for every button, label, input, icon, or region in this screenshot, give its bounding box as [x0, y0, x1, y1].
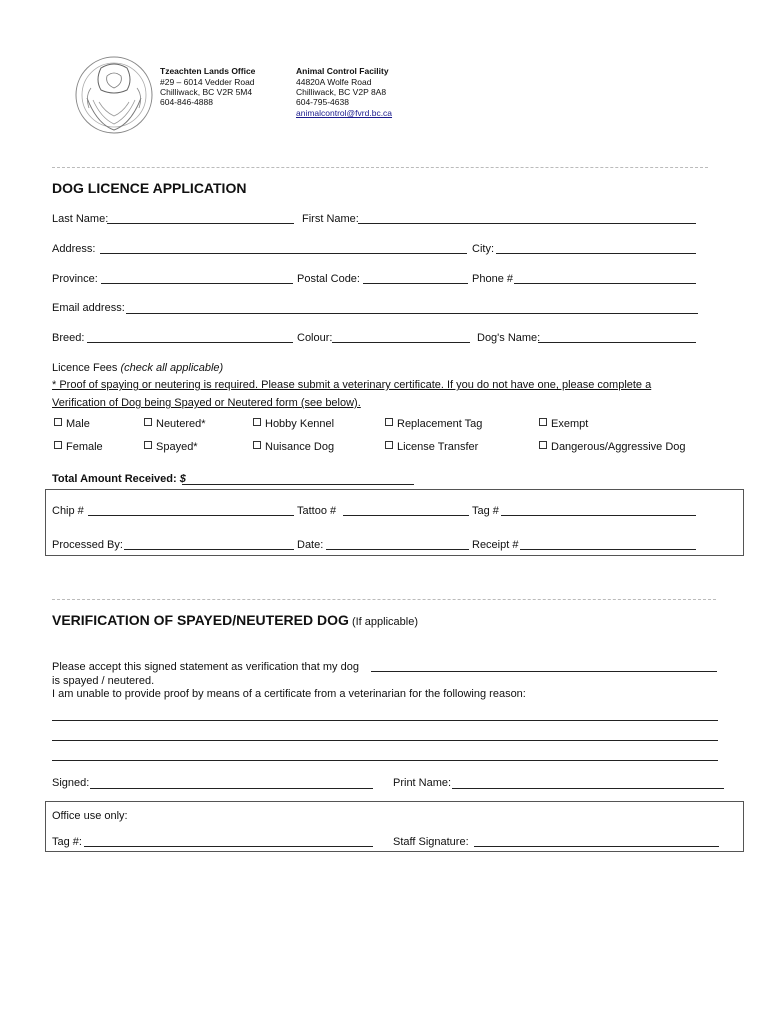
- option-spayed[interactable]: [144, 441, 198, 453]
- tag-field[interactable]: [501, 515, 696, 516]
- colour-field[interactable]: [332, 342, 470, 343]
- option-female[interactable]: [54, 441, 103, 453]
- staff-signature-field[interactable]: [474, 846, 719, 847]
- option-replacement-tag[interactable]: [385, 418, 482, 430]
- option-male-label: Male: [66, 418, 90, 430]
- first-name-field[interactable]: [358, 223, 696, 224]
- office1-name: Tzeachten Lands Office: [160, 66, 256, 76]
- date-field[interactable]: [326, 549, 469, 550]
- phone-field[interactable]: [514, 283, 696, 284]
- section-divider: [52, 599, 716, 600]
- proof-note-line2: Verification of Dog being Spayed or Neutered form (see below).: [52, 397, 361, 409]
- address-field[interactable]: [100, 253, 467, 254]
- phone-label: Phone #: [472, 273, 513, 285]
- office2-address-line1: 44820A Wolfe Road: [296, 77, 372, 87]
- option-exempt-label: Exempt: [551, 418, 589, 430]
- breed-label: Breed:: [52, 332, 85, 344]
- checkbox-icon[interactable]: [385, 441, 393, 449]
- address-label: Address:: [52, 243, 96, 255]
- option-neutered-label: Neutered*: [156, 418, 206, 430]
- currency-symbol: $: [179, 473, 186, 485]
- option-hobby-kennel[interactable]: [253, 418, 334, 430]
- province-field[interactable]: [101, 283, 293, 284]
- city-field[interactable]: [496, 253, 696, 254]
- verification-title-note: (If applicable): [351, 616, 418, 628]
- chip-label: Chip #: [52, 505, 84, 517]
- colour-label: Colour:: [297, 332, 333, 344]
- option-license-transfer-label: License Transfer: [397, 441, 479, 453]
- postal-code-field[interactable]: [363, 283, 468, 284]
- option-license-transfer[interactable]: [385, 441, 478, 453]
- reason-line-1[interactable]: [52, 720, 718, 721]
- total-amount-field[interactable]: [182, 484, 414, 485]
- verification-statement-line3: I am unable to provide proof by means of a certificate from a veterinarian for the following reason:: [52, 688, 526, 700]
- checkbox-icon[interactable]: [54, 418, 62, 426]
- tattoo-field[interactable]: [343, 515, 469, 516]
- tzeachten-logo: [73, 54, 155, 136]
- office-use-label: Office use only:: [52, 810, 128, 822]
- breed-field[interactable]: [87, 342, 293, 343]
- licence-fees-heading: [52, 362, 223, 374]
- tag-label: Tag #: [472, 505, 499, 517]
- date-label: Date:: [297, 539, 324, 551]
- email-label: Email address:: [52, 302, 125, 314]
- office1-address-line2: Chilliwack, BC V2R 5M4: [160, 87, 253, 97]
- dogs-name-field[interactable]: [538, 342, 696, 343]
- checkbox-icon[interactable]: [539, 441, 547, 449]
- email-field[interactable]: [126, 313, 698, 314]
- processed-by-label: Processed By:: [52, 539, 123, 551]
- total-amount-text: Total Amount Received:: [52, 473, 177, 485]
- option-male[interactable]: [54, 418, 90, 430]
- print-name-field[interactable]: [452, 788, 724, 789]
- dogs-name-label: Dog's Name:: [477, 332, 541, 344]
- staff-signature-label: Staff Signature:: [393, 836, 469, 848]
- office2-name: Animal Control Facility: [296, 66, 389, 76]
- option-dangerous-dog[interactable]: [539, 441, 686, 453]
- last-name-field[interactable]: [107, 223, 294, 224]
- office2-address-line2: Chilliwack, BC V2P 8A8: [296, 87, 387, 97]
- print-name-label: Print Name:: [393, 777, 452, 789]
- checkbox-icon[interactable]: [253, 418, 261, 426]
- receipt-field[interactable]: [520, 549, 696, 550]
- chip-field[interactable]: [88, 515, 294, 516]
- option-neutered[interactable]: [144, 418, 206, 430]
- option-dangerous-dog-label: Dangerous/Aggressive Dog: [551, 441, 686, 453]
- option-female-label: Female: [66, 441, 103, 453]
- licence-fees-note: (check all applicable): [120, 362, 224, 374]
- office-processing-box: [45, 489, 744, 556]
- checkbox-icon[interactable]: [539, 418, 547, 426]
- last-name-label: Last Name:: [52, 213, 109, 225]
- postal-code-label: Postal Code:: [297, 273, 360, 285]
- first-name-label: First Name:: [302, 213, 359, 225]
- city-label: City:: [472, 243, 494, 255]
- office-tag-label: Tag #:: [52, 836, 82, 848]
- option-hobby-kennel-label: Hobby Kennel: [265, 418, 335, 430]
- receipt-label: Receipt #: [472, 539, 519, 551]
- province-label: Province:: [52, 273, 98, 285]
- checkbox-icon[interactable]: [144, 441, 152, 449]
- total-amount-label: [52, 473, 186, 485]
- office2-email-link[interactable]: animalcontrol@fvrd.bc.ca: [296, 108, 393, 118]
- licence-fees-label: Licence Fees: [52, 362, 118, 374]
- office-tag-field[interactable]: [84, 846, 373, 847]
- proof-note-line1: * Proof of spaying or neutering is required. Please submit a veterinary certificate. If you do not have one, please complete a: [52, 379, 652, 391]
- option-replacement-tag-label: Replacement Tag: [397, 418, 483, 430]
- checkbox-icon[interactable]: [144, 418, 152, 426]
- option-nuisance-dog[interactable]: [253, 441, 334, 453]
- office2-phone: 604-795-4638: [296, 97, 349, 107]
- option-nuisance-dog-label: Nuisance Dog: [265, 441, 335, 453]
- form-title: DOG LICENCE APPLICATION: [52, 180, 247, 196]
- header-divider: [52, 167, 708, 168]
- signed-label: Signed:: [52, 777, 90, 789]
- tattoo-label: Tattoo #: [297, 505, 337, 517]
- reason-line-2[interactable]: [52, 740, 718, 741]
- dog-name-field[interactable]: [371, 671, 717, 672]
- office1-address-line1: #29 – 6014 Vedder Road: [160, 77, 255, 87]
- verification-title: VERIFICATION OF SPAYED/NEUTERED DOG: [52, 612, 349, 628]
- checkbox-icon[interactable]: [54, 441, 62, 449]
- reason-line-3[interactable]: [52, 760, 718, 761]
- verification-statement-line2: is spayed / neutered.: [52, 675, 155, 687]
- option-exempt[interactable]: [539, 418, 588, 430]
- checkbox-icon[interactable]: [253, 441, 261, 449]
- processed-by-field[interactable]: [124, 549, 294, 550]
- verification-heading: [52, 612, 418, 628]
- signed-field[interactable]: [90, 788, 373, 789]
- verification-statement-line1: Please accept this signed statement as verification that my dog: [52, 661, 359, 673]
- checkbox-icon[interactable]: [385, 418, 393, 426]
- option-spayed-label: Spayed*: [156, 441, 198, 453]
- office1-phone: 604-846-4888: [160, 97, 213, 107]
